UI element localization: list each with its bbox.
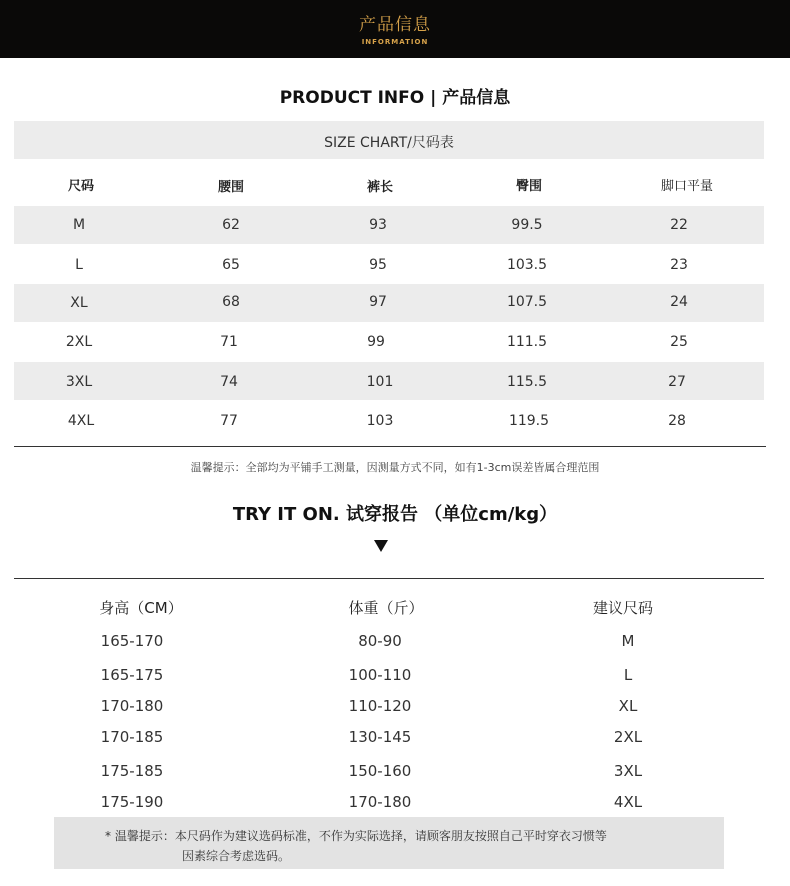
cell-height: 165-170 <box>100 632 164 650</box>
cell-waist: 74 <box>220 374 238 390</box>
cell-length: 99 <box>367 334 385 350</box>
cell-height: 175-185 <box>100 762 164 780</box>
cell-weight: 130-145 <box>348 728 412 746</box>
cell-waist: 71 <box>220 334 238 350</box>
cell-hem: 25 <box>670 334 688 350</box>
cell-weight: 100-110 <box>348 666 412 684</box>
banner-title: 产品信息 <box>359 15 431 35</box>
cell-suggested-size: M <box>621 632 635 650</box>
size-chart-label: SIZE CHART/尺码表 <box>324 135 454 151</box>
cell-height: 165-175 <box>100 666 164 684</box>
cell-suggested-size: 3XL <box>613 762 643 780</box>
cell-length: 103 <box>366 413 394 429</box>
header-size: 尺码 <box>67 179 94 194</box>
cell-length: 101 <box>366 374 394 390</box>
footer-notice-line-2: 因素综合考虑选码。 <box>182 849 291 863</box>
cell-weight: 170-180 <box>348 793 412 811</box>
cell-hem: 27 <box>668 374 686 390</box>
cell-size: 4XL <box>67 413 95 429</box>
footer-notice <box>54 817 724 869</box>
header-suggested-size: 建议尺码 <box>592 599 653 617</box>
cell-hip: 115.5 <box>506 374 548 390</box>
cell-hip: 103.5 <box>506 257 548 273</box>
header-waist: 腰围 <box>217 180 244 195</box>
size-chart-divider <box>14 446 766 447</box>
cell-hem: 22 <box>670 217 688 233</box>
product-info-title: PRODUCT INFO | 产品信息 <box>279 88 511 108</box>
header-height: 身高（CM） <box>99 599 183 617</box>
cell-hip: 119.5 <box>508 413 550 429</box>
cell-hip: 111.5 <box>506 334 548 350</box>
cell-weight: 150-160 <box>348 762 412 780</box>
cell-height: 175-190 <box>100 793 164 811</box>
banner-subtitle: INFORMATION <box>361 38 429 46</box>
header-hip: 臀围 <box>515 179 542 194</box>
cell-waist: 68 <box>222 294 240 310</box>
cell-suggested-size: 2XL <box>613 728 643 746</box>
cell-height: 170-185 <box>100 728 164 746</box>
cell-size: XL <box>70 295 88 311</box>
cell-length: 95 <box>369 257 387 273</box>
cell-weight: 80-90 <box>358 632 402 650</box>
size-chart-header-band <box>14 121 764 159</box>
footer-notice-line-1: * 温馨提示：本尺码作为建议选码标准，不作为实际选择，请顾客朋友按照自己平时穿衣习惯等 <box>105 829 607 843</box>
cell-height: 170-180 <box>100 697 164 715</box>
down-arrow-icon <box>374 540 388 552</box>
try-on-title: TRY IT ON. 试穿报告 （单位cm/kg） <box>232 504 558 525</box>
cell-size: M <box>72 217 86 233</box>
header-length: 裤长 <box>366 180 393 195</box>
cell-size: L <box>75 257 83 273</box>
cell-length: 93 <box>369 217 387 233</box>
cell-length: 97 <box>369 294 387 310</box>
header-hem: 脚口平量 <box>660 179 713 194</box>
cell-size: 2XL <box>65 334 93 350</box>
cell-suggested-size: 4XL <box>613 793 643 811</box>
cell-hem: 28 <box>668 413 686 429</box>
measurement-notice: 温馨提示：全部均为平铺手工测量，因测量方式不同，如有1-3cm误差皆属合理范围 <box>190 461 600 474</box>
cell-waist: 62 <box>222 217 240 233</box>
cell-hip: 99.5 <box>511 217 543 233</box>
cell-hip: 107.5 <box>506 294 548 310</box>
top-banner <box>0 0 790 58</box>
cell-suggested-size: L <box>623 666 633 684</box>
cell-weight: 110-120 <box>348 697 412 715</box>
cell-hem: 24 <box>670 294 688 310</box>
cell-size: 3XL <box>65 374 93 390</box>
cell-waist: 77 <box>220 413 238 429</box>
cell-waist: 65 <box>222 257 240 273</box>
cell-suggested-size: XL <box>618 697 638 715</box>
header-weight: 体重（斤） <box>348 599 424 617</box>
try-on-divider <box>14 578 764 579</box>
cell-hem: 23 <box>670 257 688 273</box>
